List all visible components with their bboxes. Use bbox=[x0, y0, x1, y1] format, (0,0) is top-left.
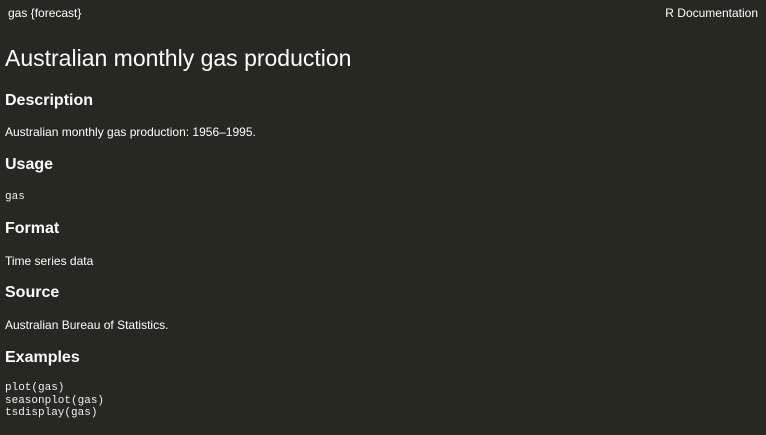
examples-code-line: seasonplot(gas) bbox=[5, 394, 105, 407]
description-heading: Description bbox=[5, 92, 94, 109]
usage-code bbox=[5, 191, 25, 204]
examples-heading: Examples bbox=[5, 349, 80, 366]
r-documentation-label: R Documentation bbox=[665, 6, 758, 20]
examples-code bbox=[5, 382, 104, 420]
page-title: Australian monthly gas production bbox=[5, 45, 352, 71]
usage-heading: Usage bbox=[5, 156, 54, 173]
examples-code-line: plot(gas) bbox=[5, 382, 65, 394]
format-text: Time series data bbox=[5, 254, 94, 268]
usage-code-line: gas bbox=[5, 191, 25, 203]
format-heading: Format bbox=[5, 220, 60, 237]
examples-code-line: tsdisplay(gas) bbox=[5, 407, 98, 419]
description-text: Australian monthly gas production: 1956–1995. bbox=[5, 125, 256, 139]
doc-header bbox=[0, 0, 766, 26]
package-reference: gas {forecast} bbox=[8, 6, 82, 20]
source-text: Australian Bureau of Statistics. bbox=[5, 318, 169, 332]
source-heading: Source bbox=[5, 284, 60, 301]
